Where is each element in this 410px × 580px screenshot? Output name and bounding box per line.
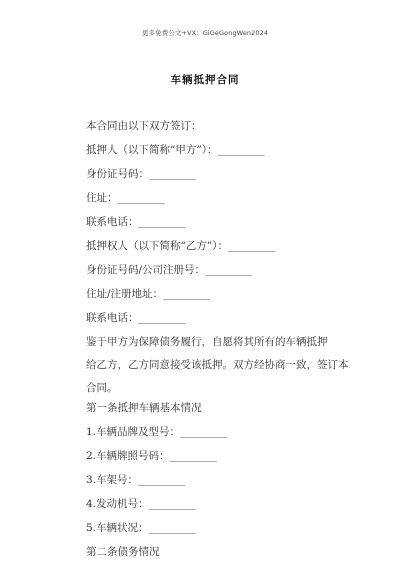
section1-item-3: 3.车架号：_________ xyxy=(86,474,186,486)
phone-b-line: 联系电话：_________ xyxy=(86,312,186,324)
intro-line: 本合同由以下双方签订： xyxy=(86,120,202,132)
recital-line-3: 合同。 xyxy=(86,382,118,394)
mortgagor-line: 抵押人（以下简称“甲方”）：_________ xyxy=(86,144,265,156)
id-company-line: 身份证号码/公司注册号：_________ xyxy=(86,264,253,276)
section1-heading: 第一条抵押车辆基本情况 xyxy=(86,402,202,414)
mortgagee-line: 抵押权人（以下简称“乙方”）：_________ xyxy=(86,240,276,252)
section1-item-4: 4.发动机号：_________ xyxy=(86,498,196,510)
address-b-line: 住址/注册地址：_________ xyxy=(86,288,211,300)
recital-paragraph xyxy=(86,335,356,404)
section1-item-5: 5.车辆状况：_________ xyxy=(86,522,196,534)
section1-item-2: 2.车辆牌照号码：_________ xyxy=(86,450,217,462)
document-title: 车辆抵押合同 xyxy=(170,74,240,86)
phone-a-line: 联系电话：_________ xyxy=(86,216,186,228)
recital-line-2: 给乙方，乙方同意接受该抵押。双方经协商一致，签订本 xyxy=(86,359,349,371)
id-number-line: 身份证号码：_________ xyxy=(86,168,197,180)
section2-heading: 第二条债务情况 xyxy=(86,546,160,558)
recital-line-1: 鉴于甲方为保障债务履行，自愿将其所有的车辆抵押 xyxy=(86,336,328,348)
address-a-line: 住址：_________ xyxy=(86,192,165,204)
section1-item-1: 1.车辆品牌及型号：_________ xyxy=(86,426,228,438)
header-note: 更多免费公文+VX：GiGeGongWen2024 xyxy=(141,29,269,37)
